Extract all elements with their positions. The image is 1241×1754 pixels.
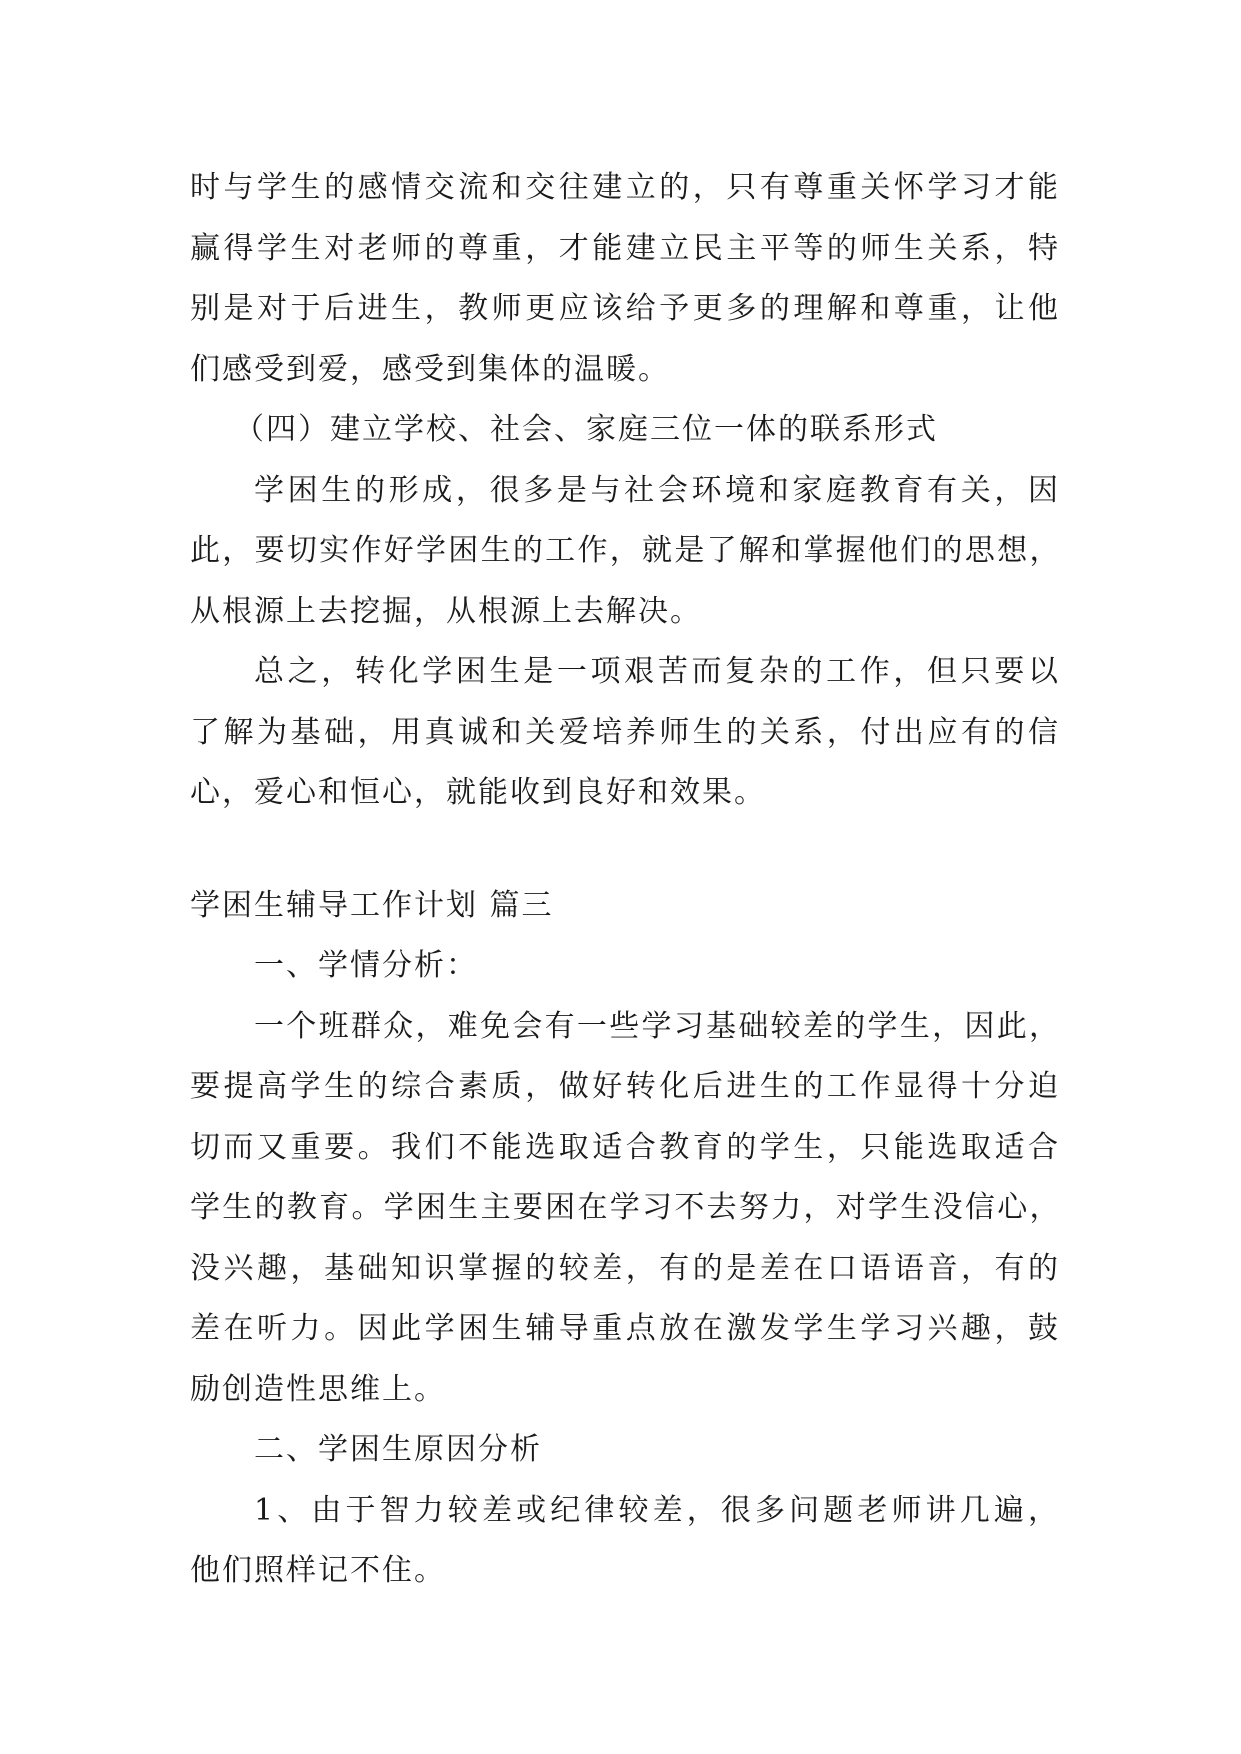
section-gap: [190, 824, 1060, 876]
text-line: 励创造性思维上。: [190, 1371, 446, 1407]
text-line: 要提高学生的综合素质，做好转化后进生的工作显得十分迫: [190, 1069, 1060, 1104]
subheading-one: [190, 936, 1060, 997]
subheading-text: 二、学困生原因分析: [254, 1432, 542, 1467]
text-line: 别是对于后进生，教师更应该给予更多的理解和尊重，让他: [190, 291, 1060, 326]
text-line: 没兴趣，基础知识掌握的较差，有的是差在口语语音，有的: [190, 1250, 1060, 1286]
text-line: 学困生的形成，很多是与社会环境和家庭教育有关，因: [254, 472, 1060, 508]
paragraph-conclusion: [190, 642, 1060, 824]
subheading-two: [190, 1420, 1060, 1481]
text-line: 此，要切实作好学困生的工作，就是了解和掌握他们的思想，: [190, 533, 1060, 568]
subheading-text: 一、学情分析：: [254, 948, 478, 983]
text-line: 1、由于智力较差或纪律较差，很多问题老师讲几遍，: [254, 1492, 1060, 1528]
paragraph-analysis: [190, 997, 1060, 1421]
text-line: 时与学生的感情交流和交往建立的，只有尊重关怀学习才能: [190, 170, 1060, 205]
text-line: 总之，转化学困生是一项艰苦而复杂的工作，但只要以: [254, 654, 1060, 689]
subheading-four: [190, 400, 1060, 461]
paragraph: [190, 461, 1060, 643]
text-line: 了解为基础，用真诚和关爱培养师生的关系，付出应有的信: [190, 714, 1060, 750]
paragraph-reason: [190, 1481, 1060, 1602]
text-line: 赢得学生对老师的尊重，才能建立民主平等的师生关系，特: [190, 230, 1060, 266]
text-line: 从根源上去挖掘，从根源上去解决。: [190, 593, 702, 629]
text-line: 切而又重要。我们不能选取适合教育的学生，只能选取适合: [190, 1129, 1060, 1165]
text-line: 差在听力。因此学困生辅导重点放在激发学生学习兴趣，鼓: [190, 1311, 1060, 1346]
paragraph-continuation: [190, 158, 1060, 400]
section-title: [190, 876, 1060, 937]
text-line: 心，爱心和恒心，就能收到良好和效果。: [190, 775, 766, 810]
subheading-text: （四）建立学校、社会、家庭三位一体的联系形式: [234, 412, 938, 447]
text-line: 他们照样记不住。: [190, 1553, 446, 1588]
section-title-text: 学困生辅导工作计划 篇三: [190, 887, 554, 923]
document-page: [190, 158, 1060, 1602]
text-line: 们感受到爱，感受到集体的温暖。: [190, 351, 670, 387]
text-line: 学生的教育。学困生主要困在学习不去努力，对学生没信心，: [190, 1190, 1060, 1225]
text-line: 一个班群众，难免会有一些学习基础较差的学生，因此，: [254, 1008, 1060, 1044]
